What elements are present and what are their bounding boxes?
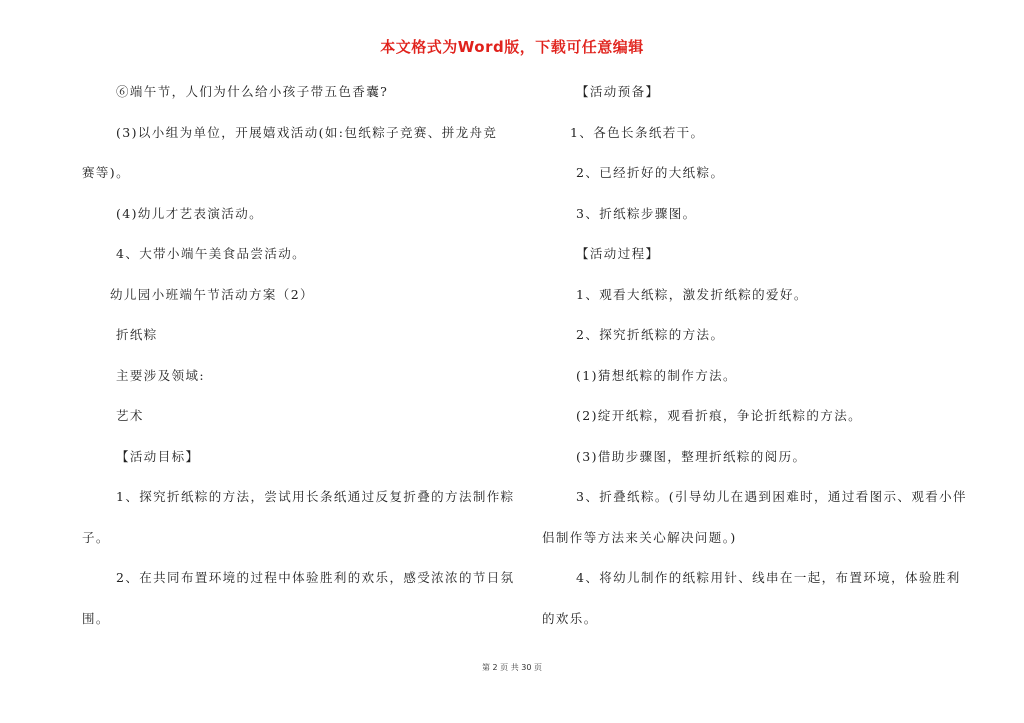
- text-line: [542, 447, 962, 488]
- text-line-content: 2、在共同布置环境的过程中体验胜利的欢乐，感受浓浓的节日氛: [116, 570, 515, 585]
- text-line-content: 赛等)。: [82, 165, 130, 180]
- text-line-content: 折纸粽: [116, 327, 158, 342]
- text-line-content: 1、观看大纸粽，激发折纸粽的爱好。: [576, 286, 808, 302]
- text-line-content: 4、将幼儿制作的纸粽用针、线串在一起，布置环境，体验胜利: [576, 570, 961, 585]
- text-line: [542, 82, 962, 123]
- text-line-content: 的欢乐。: [542, 610, 598, 626]
- text-line: [542, 244, 962, 285]
- text-line-content: 4、大带小端午美食品尝活动。: [116, 246, 307, 261]
- text-line-content: 3、折叠纸粽。(引导幼儿在遇到困难时，通过看图示、观看小伴: [576, 489, 967, 504]
- text-line: [542, 123, 962, 164]
- text-line-content: 主要涉及领域:: [116, 367, 206, 383]
- text-line: [542, 325, 962, 366]
- text-line-content: (2)绽开纸粽，观看折痕，争论折纸粽的方法。: [576, 408, 863, 423]
- right-column: [542, 82, 967, 649]
- text-line: [542, 528, 962, 569]
- text-line: [82, 325, 502, 366]
- text-line-content: 1、各色长条纸若干。: [570, 124, 705, 140]
- text-line-content: 【活动目标】: [116, 448, 200, 464]
- text-line: [82, 366, 502, 407]
- text-line: [542, 163, 962, 204]
- text-line-content: 围。: [82, 610, 110, 626]
- text-line: [82, 244, 502, 285]
- text-line-content: 【活动预备】: [576, 84, 660, 99]
- text-line: [542, 568, 962, 609]
- left-column: [82, 82, 515, 649]
- text-line: [542, 406, 962, 447]
- text-line-content: 子。: [82, 529, 110, 545]
- text-line-content: ⑥端午节，人们为什么给小孩子带五色香囊?: [116, 84, 389, 99]
- text-line: [82, 123, 502, 164]
- text-line: [542, 204, 962, 245]
- text-line-content: (1)猜想纸粽的制作方法。: [576, 367, 737, 383]
- text-line: [82, 285, 502, 326]
- text-line-content: 3、折纸粽步骤图。: [576, 205, 697, 221]
- text-line: [82, 406, 502, 447]
- text-line-content: 2、已经折好的大纸粽。: [576, 165, 725, 180]
- text-line-content: (4)幼儿才艺表演活动。: [116, 205, 264, 221]
- text-line-content: (3)借助步骤图，整理折纸粽的阅历。: [576, 448, 807, 464]
- text-line: [542, 487, 967, 528]
- text-line-content: (3)以小组为单位，开展嬉戏活动(如:包纸粽子竞赛、拼龙舟竞: [116, 124, 498, 140]
- word-format-notice: 本文格式为Word版，下载可任意编辑: [380, 38, 644, 56]
- text-line-content: 艺术: [116, 408, 144, 423]
- text-line-content: 幼儿园小班端午节活动方案（2）: [110, 286, 314, 302]
- text-line-content: 侣制作等方法来关心解决问题。): [542, 529, 737, 545]
- text-line: [82, 204, 502, 245]
- text-line: [82, 528, 502, 569]
- text-line: [542, 366, 962, 407]
- text-line: [82, 609, 502, 650]
- text-line: [82, 447, 502, 488]
- text-line-content: 2、探究折纸粽的方法。: [576, 327, 725, 342]
- text-line: [82, 568, 515, 609]
- page-number: 第 2 页 共 30 页: [482, 663, 542, 672]
- text-line: [542, 609, 962, 650]
- text-line-content: 1、探究折纸粽的方法，尝试用长条纸通过反复折叠的方法制作粽: [116, 489, 515, 504]
- text-line-content: 【活动过程】: [576, 246, 660, 261]
- text-line: [82, 82, 502, 123]
- text-line: [82, 163, 502, 204]
- text-line: [82, 487, 515, 528]
- text-line: [542, 285, 962, 326]
